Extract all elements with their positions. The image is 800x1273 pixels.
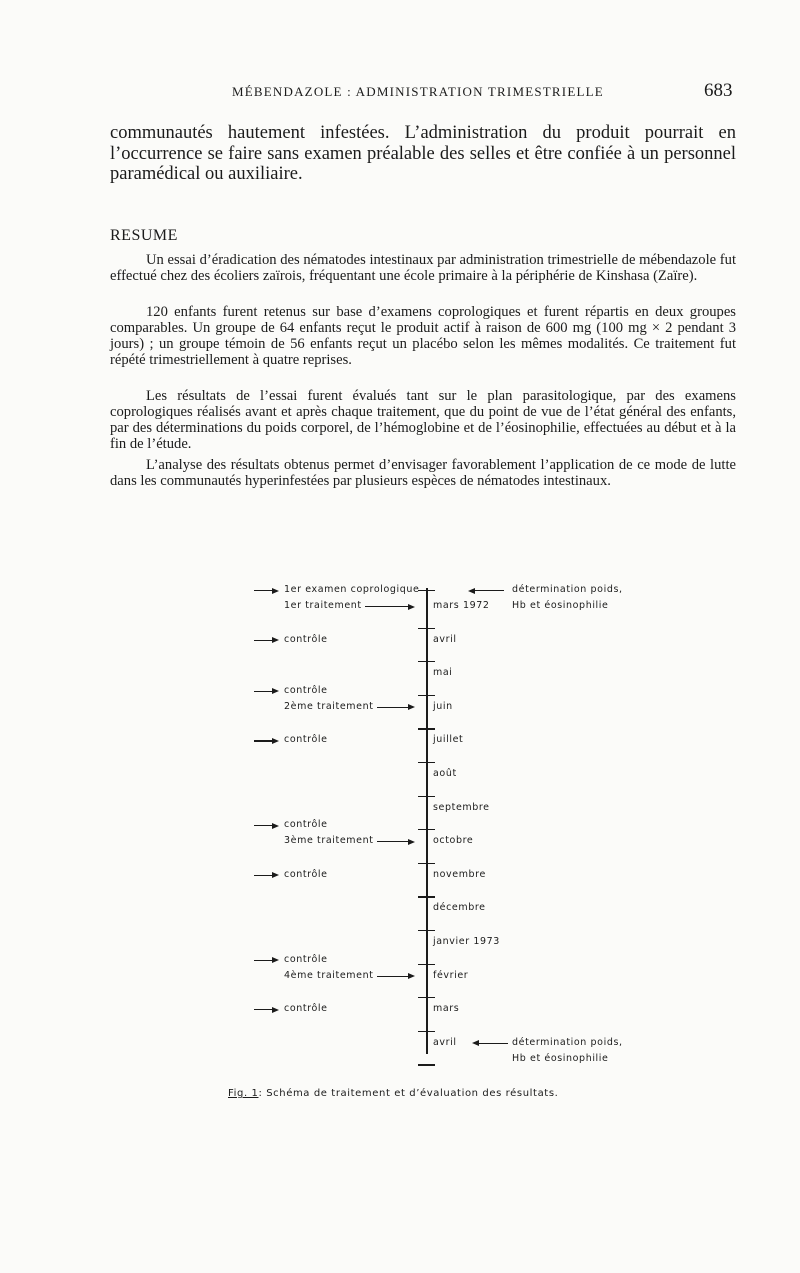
incoming-arrow-line bbox=[254, 960, 274, 961]
treatment-timeline-figure bbox=[0, 570, 800, 1080]
timeline-tick bbox=[418, 762, 435, 763]
month-label-8: novembre bbox=[433, 868, 486, 880]
treatment-arrow-head bbox=[408, 604, 415, 610]
timeline-tick bbox=[418, 695, 435, 696]
incoming-arrow-line bbox=[254, 691, 274, 692]
month-label-7: octobre bbox=[433, 835, 474, 847]
incoming-arrow-head bbox=[272, 637, 279, 643]
timeline-tick bbox=[418, 628, 435, 629]
left-label-11: contrôle bbox=[284, 1003, 328, 1015]
month-label-13: avril bbox=[433, 1036, 457, 1048]
figure-caption bbox=[228, 1088, 558, 1099]
treatment-arrow-head bbox=[408, 839, 415, 845]
resume-paragraph-2: 120 enfants furent retenus sur base d’examens coprologiques et furent répartis en deux groupes comparables. Un groupe de 64 enfants reçut le produit actif à raison de 600 mg (100 mg × 2 pendant 3 jours) ; un groupe témoin de 56 enfants reçut un placébo selon les mêmes modalités. Ce traitement fut répété trimestriellement à quatre reprises. bbox=[110, 304, 736, 369]
timeline-tick bbox=[418, 796, 435, 797]
left-label-4: 2ème traitement bbox=[284, 700, 374, 712]
determination-label-line1: détermination poids, bbox=[512, 584, 623, 595]
incoming-arrow-line bbox=[254, 640, 274, 641]
treatment-arrow-head bbox=[408, 704, 415, 710]
page-number: 683 bbox=[704, 80, 733, 101]
left-label-10: 4ème traitement bbox=[284, 969, 374, 981]
incoming-arrow-head bbox=[272, 588, 279, 594]
timeline-tick bbox=[418, 896, 435, 897]
incoming-arrow-line bbox=[254, 1009, 274, 1010]
treatment-arrow-line bbox=[377, 841, 408, 842]
left-label-9: contrôle bbox=[284, 953, 328, 965]
left-label-1: 1er traitement bbox=[284, 600, 362, 611]
month-label-5: août bbox=[433, 768, 457, 779]
incoming-arrow-head bbox=[272, 823, 279, 829]
timeline-tick bbox=[418, 590, 435, 591]
treatment-arrow-head bbox=[408, 973, 415, 979]
timeline-tick bbox=[418, 930, 435, 931]
resume-paragraph-1: Un essai d’éradication des nématodes intestinaux par administration trimestrielle de mébendazole fut effectué chez des écoliers zaïrois, fréquentant une école primaire à la périphérie de Kinshasa (Zaïre). bbox=[110, 252, 736, 285]
left-label-7: 3ème traitement bbox=[284, 835, 374, 847]
running-title: MÉBENDAZOLE : ADMINISTRATION TRIMESTRIELLE bbox=[232, 84, 604, 99]
incoming-arrow-head bbox=[272, 688, 279, 694]
figure-label: Fig. 1 bbox=[228, 1088, 259, 1099]
month-label-1: avril bbox=[433, 633, 457, 645]
timeline-tick bbox=[418, 1064, 435, 1065]
resume-heading: RESUME bbox=[110, 227, 178, 244]
incoming-arrow-head bbox=[272, 738, 279, 744]
determination-label-line2: Hb et éosinophilie bbox=[512, 1052, 609, 1064]
incoming-arrow-head bbox=[272, 957, 279, 963]
timeline-tick bbox=[418, 728, 435, 729]
month-label-10: janvier 1973 bbox=[433, 936, 500, 947]
month-label-0: mars 1972 bbox=[433, 600, 490, 611]
timeline-tick bbox=[418, 997, 435, 998]
month-label-3: juin bbox=[433, 700, 453, 712]
treatment-arrow-line bbox=[377, 707, 408, 708]
month-label-2: mai bbox=[433, 667, 453, 679]
resume-paragraph-4: L’analyse des résultats obtenus permet d’envisager favorablement l’application de ce mode de lutte dans les communautés hyperinfestées par plusieurs espèces de nématodes intestinaux. bbox=[110, 457, 736, 490]
incoming-arrow-line bbox=[254, 875, 274, 876]
timeline-tick bbox=[418, 863, 435, 864]
month-label-12: mars bbox=[433, 1003, 460, 1015]
determination-arrow-line bbox=[478, 1043, 508, 1044]
left-label-2: contrôle bbox=[284, 633, 328, 645]
month-label-4: juillet bbox=[433, 734, 464, 746]
left-label-6: contrôle bbox=[284, 819, 328, 831]
left-label-3: contrôle bbox=[284, 684, 328, 696]
month-label-9: décembre bbox=[433, 902, 486, 914]
incoming-arrow-line bbox=[254, 740, 274, 741]
timeline-tick bbox=[418, 661, 435, 662]
timeline-tick bbox=[418, 964, 435, 965]
intro-paragraph: communautés hautement infestées. L’administration du produit pourrait en l’occurrence se faire sans examen préalable des selles et être confiée à un personnel paramédical ou auxiliaire. bbox=[110, 123, 736, 184]
incoming-arrow-head bbox=[272, 872, 279, 878]
incoming-arrow-head bbox=[272, 1007, 279, 1013]
timeline-tick bbox=[418, 1031, 435, 1032]
resume-paragraph-3: Les résultats de l’essai furent évalués tant sur le plan parasitologique, par des examens coprologiques réalisés avant et après chaque traitement, que du point de vue de l’état général des enfants, par des déterminations du poids corporel, de l’hémoglobine et de l’éosinophilie, effectuées au début et à la fin de l’étude. bbox=[110, 388, 736, 453]
determination-arrow-line bbox=[474, 590, 504, 591]
determination-label-line2: Hb et éosinophilie bbox=[512, 600, 609, 611]
treatment-arrow-line bbox=[377, 976, 408, 977]
left-label-5: contrôle bbox=[284, 734, 328, 746]
incoming-arrow-line bbox=[254, 825, 274, 826]
month-label-6: septembre bbox=[433, 801, 490, 813]
figure-caption-text: : Schéma de traitement et d’évaluation des résultats. bbox=[258, 1088, 559, 1099]
left-label-8: contrôle bbox=[284, 868, 328, 880]
timeline-tick bbox=[418, 829, 435, 830]
incoming-arrow-line bbox=[254, 590, 274, 591]
timeline-axis bbox=[426, 588, 428, 1054]
left-label-0: 1er examen coprologique bbox=[284, 584, 420, 595]
treatment-arrow-line bbox=[365, 606, 408, 607]
month-label-11: février bbox=[433, 969, 469, 981]
determination-label-line1: détermination poids, bbox=[512, 1036, 623, 1048]
